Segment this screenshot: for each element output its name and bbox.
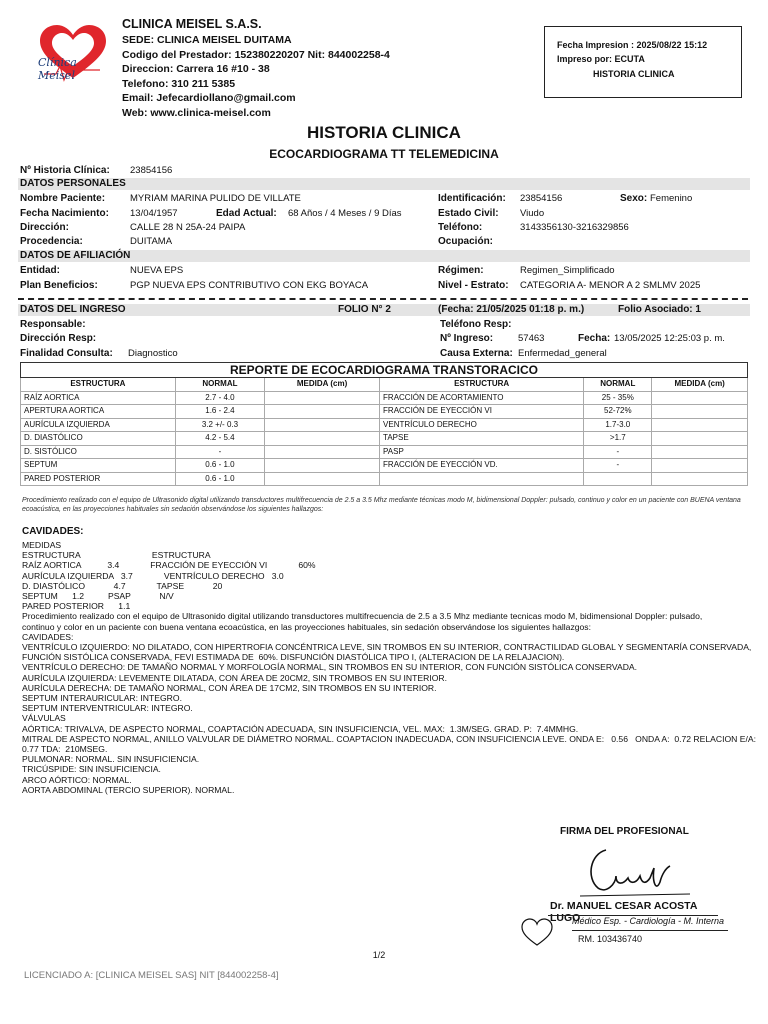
table-cell: AURÍCULA IZQUIERDA — [21, 418, 176, 432]
table-cell: VENTRÍCULO DERECHO — [380, 418, 584, 432]
table-cell — [265, 472, 380, 486]
clinic-codigo: Codigo del Prestador: 152380220207 Nit: 844002258-4 — [122, 48, 390, 61]
clinic-email: Email: Jefecardiollano@gmail.com — [122, 92, 296, 104]
fnac-value: 13/04/1957 — [130, 208, 178, 219]
print-doc-type: HISTORIA CLINICA — [593, 69, 675, 79]
finding-line: continuo y color en un paciente con buena ventana ecoacústica, en las proyecciones habituales, sin sedación observándose los siguientes hallazgos: — [22, 621, 591, 632]
regimen-value: Regimen_Simplificado — [520, 265, 615, 276]
proc-value: DUITAMA — [130, 236, 173, 247]
historia-label: Nº Historia Clínica: — [20, 165, 110, 176]
ident-value: 23854156 — [520, 193, 563, 204]
clinic-direccion: Direccion: Carrera 16 #10 - 38 — [122, 63, 270, 75]
finding-line: CAVIDADES: — [22, 631, 74, 642]
table-cell: 0.6 - 1.0 — [175, 472, 264, 486]
col-estructura-2: ESTRUCTURA — [380, 378, 584, 392]
ident-label: Identificación: — [438, 193, 506, 204]
table-cell: - — [175, 445, 264, 459]
firma-title: FIRMA DEL PROFESIONAL — [560, 826, 689, 837]
nivel-label: Nivel - Estrato: — [438, 280, 509, 291]
finding-line: VÁLVULAS — [22, 713, 66, 724]
fecha-ingreso-label: Fecha: — [578, 333, 611, 344]
finding-line: MEDIDAS — [22, 540, 62, 550]
finding-line: PARED POSTERIOR 1.1 — [22, 601, 131, 612]
table-cell: FRACCIÓN DE EYECCIÓN VI — [380, 405, 584, 419]
table-cell: TAPSE — [380, 432, 584, 446]
finding-line: MITRAL DE ASPECTO NORMAL, ANILLO VALVULAR DE DIÁMETRO NORMAL. COAPTACION INADECUADA, CON INSUFICIENCIA LEVE. ONDA E: 0.56 ONDA A: 0.72 RELACION E/A: — [22, 733, 756, 744]
tel-value: 3143356130-3216329856 — [520, 222, 629, 233]
entidad-value: NUEVA EPS — [130, 265, 184, 276]
dir-label: Dirección: — [20, 222, 69, 233]
table-cell: 1.7-3.0 — [584, 418, 652, 432]
col-estructura: ESTRUCTURA — [21, 378, 176, 392]
table-cell — [265, 405, 380, 419]
eco-table-header — [21, 378, 748, 392]
table-cell: 1.6 - 2.4 — [175, 405, 264, 419]
divider — [18, 298, 748, 300]
eco-table-title: REPORTE DE ECOCARDIOGRAMA TRANSTORACICO — [21, 363, 748, 378]
finding-line: FUNCIÓN SISTÓLICA CONSERVADA, FEVI ESTIMADA DE 60%. DISFUNCIÓN DIASTÓLICA TIPO I, (ALTERACION DE LA RELAJACION). — [22, 652, 565, 663]
table-cell: PASP — [380, 445, 584, 459]
finding-line: AURÍCULA IZQUIERDA 3.7 VENTRÍCULO DERECHO 3.0 — [22, 570, 284, 581]
table-cell: FRACCIÓN DE EYECCIÓN VD. — [380, 459, 584, 473]
table-cell — [265, 432, 380, 446]
folio-number: FOLIO N° 2 — [338, 304, 391, 315]
dir-resp-label: Dirección Resp: — [20, 333, 97, 344]
fecha-impresion: Fecha Impresion : 2025/08/22 15:12 — [557, 40, 708, 50]
table-cell: RAÍZ AORTICA — [21, 391, 176, 405]
table-cell: SEPTUM — [21, 459, 176, 473]
logo-text: Clínica Meisel — [38, 56, 77, 82]
print-info-box — [544, 26, 742, 98]
fecha-ingreso-value: 13/05/2025 12:25:03 p. m. — [614, 333, 725, 344]
table-row — [21, 391, 748, 405]
clinic-sede: SEDE: CLINICA MEISEL DUITAMA — [122, 34, 292, 46]
finding-line: SEPTUM INTERAURICULAR: INTEGRO. — [22, 693, 182, 704]
clinic-header — [122, 16, 390, 120]
ningreso-value: 57463 — [518, 333, 545, 344]
edad-label: Edad Actual: — [216, 208, 277, 219]
historia-value: 23854156 — [130, 165, 173, 176]
procedimiento-note: Procedimiento realizado con el equipo de Ultrasonido digital utilizando transductores multifrecuencia de 2.5 a 3.5 Mhz mediante técnicas modo M, bidimensional Doppler: pulsado, continuo y color en un paciente con BUENA ventana ecoacústica, en las proyecciones habituales sin sedación observándose los siguientes hallazgos: — [22, 497, 741, 513]
impreso-por: Impreso por: ECUTA — [557, 54, 645, 64]
civil-label: Estado Civil: — [438, 208, 499, 219]
table-cell — [652, 432, 748, 446]
table-row — [21, 432, 748, 446]
finding-line: AÓRTICA: TRIVALVA, DE ASPECTO NORMAL, COAPTACIÓN ADECUADA, SIN INSUFICIENCIA, VEL. MAX: 1.3M/SEG. GRAD. P: 7.4MMHG. — [22, 723, 579, 734]
table-row — [21, 418, 748, 432]
table-cell: 52-72% — [584, 405, 652, 419]
tel-label: Teléfono: — [438, 222, 483, 233]
plan-label: Plan Beneficios: — [20, 280, 98, 291]
clinic-telefono: Telefono: 310 211 5385 — [122, 77, 236, 90]
table-cell — [652, 418, 748, 432]
nombre-value: MYRIAM MARINA PULIDO DE VILLATE — [130, 193, 301, 204]
eco-report-table — [20, 362, 748, 486]
table-row — [21, 445, 748, 459]
page-title: HISTORIA CLINICA — [307, 123, 461, 142]
table-cell: 2.7 - 4.0 — [175, 391, 264, 405]
sexo-label: Sexo: — [620, 193, 648, 204]
table-cell: >1.7 — [584, 432, 652, 446]
page-number: 1/2 — [372, 950, 386, 960]
finding-line: 0.77 TDA: 210MSEG. — [22, 744, 108, 755]
table-cell — [652, 472, 748, 486]
finding-line: AORTA ABDOMINAL (TERCIO SUPERIOR). NORMAL. — [22, 784, 235, 795]
edad-value: 68 Años / 4 Meses / 9 Días — [288, 208, 402, 219]
finding-line: AURÍCULA IZQUIERDA: LEVEMENTE DILATADA, CON ÁREA DE 20CM2, SIN TROMBOS EN SU INTERIOR. — [22, 672, 447, 683]
causa-value: Enfermedad_general — [518, 348, 607, 359]
small-heart-logo-icon — [520, 918, 554, 948]
ningreso-label: Nº Ingreso: — [440, 333, 494, 344]
dir-value: CALLE 28 N 25A-24 PAIPA — [130, 222, 246, 233]
clinic-name: CLINICA MEISEL S.A.S. — [122, 17, 262, 31]
folio-asociado: Folio Asociado: 1 — [618, 304, 701, 315]
plan-value: PGP NUEVA EPS CONTRIBUTIVO CON EKG BOYACA — [130, 280, 369, 291]
sexo-value: Femenino — [650, 193, 693, 204]
finding-line: D. DIASTÓLICO 4.7 TAPSE 20 — [22, 580, 223, 591]
nivel-value: CATEGORIA A- MENOR A 2 SMLMV 2025 — [520, 280, 701, 291]
finding-line: RAÍZ AORTICA 3.4 FRACCIÓN DE EYECCIÓN VI 60% — [22, 560, 316, 571]
table-cell — [652, 459, 748, 473]
table-cell — [584, 472, 652, 486]
table-row — [21, 459, 748, 473]
table-cell — [265, 418, 380, 432]
table-cell: 3.2 +/- 0.3 — [175, 418, 264, 432]
doctor-rm: RM. 103436740 — [578, 934, 643, 944]
finalidad-label: Finalidad Consulta: — [20, 348, 113, 359]
table-cell: D. DIASTÓLICO — [21, 432, 176, 446]
section-datos-personales: DATOS PERSONALES — [18, 178, 750, 190]
finding-line: VENTRÍCULO IZQUIERDO: NO DILATADO, CON HIPERTROFIA CONCÉNTRICA LEVE, SIN TROMBOS EN SU INTERIOR, CONTRACTILIDAD GLOBAL Y SEGMENTARÍA CONSERVADA, — [22, 642, 752, 653]
table-cell: FRACCIÓN DE ACORTAMIENTO — [380, 391, 584, 405]
table-row — [21, 405, 748, 419]
table-cell: - — [584, 445, 652, 459]
table-row — [21, 472, 748, 486]
civil-value: Viudo — [520, 208, 545, 219]
finding-line: ARCO AÓRTICO: NORMAL. — [22, 774, 132, 785]
doctor-especialidad: Médico Esp. - Cardiología - M. Interna — [572, 916, 725, 926]
findings-text — [22, 540, 756, 795]
table-cell: APERTURA AORTICA — [21, 405, 176, 419]
finding-line: Procedimiento realizado con el equipo de Ultrasonido digital utilizando transductores multifrecuencia de 2.5 a 3.5 Mhz mediante tecnicas modo M, bidimensional Doppler: pulsado, — [22, 611, 703, 622]
finding-line: PULMONAR: NORMAL. SIN INSUFICIENCIA. — [22, 754, 200, 765]
signature-rule-2 — [572, 930, 728, 931]
table-cell: D. SISTÓLICO — [21, 445, 176, 459]
entidad-label: Entidad: — [20, 265, 60, 276]
finding-line: SEPTUM INTERVENTRICULAR: INTEGRO. — [22, 703, 193, 714]
finding-line: VENTRÍCULO DERECHO: DE TAMAÑO NORMAL Y MORFOLOGÍA NORMAL, SIN TROMBOS EN SU INTERIOR, CON FUNCIÓN SISTÓLICA CONSERVADA. — [22, 662, 638, 673]
section-ingreso — [18, 304, 750, 316]
table-cell — [265, 391, 380, 405]
ocup-label: Ocupación: — [438, 236, 494, 247]
clinic-web: Web: www.clinica-meisel.com — [122, 106, 271, 119]
finalidad-value: Diagnostico — [128, 348, 178, 359]
table-cell: 25 - 35% — [584, 391, 652, 405]
responsable-label: Responsable: — [20, 319, 86, 330]
table-cell: 0.6 - 1.0 — [175, 459, 264, 473]
footer-license: LICENCIADO A: [CLINICA MEISEL SAS] NIT [844002258-4] — [24, 970, 279, 981]
col-normal-2: NORMAL — [584, 378, 652, 392]
folio-fecha: (Fecha: 21/05/2025 01:18 p. m.) — [438, 304, 585, 315]
table-cell — [265, 459, 380, 473]
col-normal: NORMAL — [175, 378, 264, 392]
col-medida-2: MEDIDA (cm) — [652, 378, 748, 392]
finding-line: SEPTUM 1.2 PSAP N/V — [22, 591, 174, 602]
table-cell: 4.2 - 5.4 — [175, 432, 264, 446]
signature-icon — [520, 838, 730, 902]
section-afiliacion: DATOS DE AFILIACIÓN — [18, 250, 750, 262]
table-cell — [265, 445, 380, 459]
finding-line: TRICÚSPIDE: SIN INSUFICIENCIA. — [22, 764, 161, 775]
finding-line: ESTRUCTURA ESTRUCTURA — [22, 550, 211, 561]
fnac-label: Fecha Nacimiento: — [20, 208, 109, 219]
col-medida: MEDIDA (cm) — [265, 378, 380, 392]
table-cell: - — [584, 459, 652, 473]
table-cell — [652, 445, 748, 459]
cavidades-title: CAVIDADES: — [22, 526, 84, 537]
page-subtitle: ECOCARDIOGRAMA TT TELEMEDICINA — [269, 147, 499, 161]
nombre-label: Nombre Paciente: — [20, 193, 106, 204]
table-cell — [380, 472, 584, 486]
clinic-logo — [30, 22, 116, 84]
table-cell — [652, 391, 748, 405]
signature-block — [520, 838, 730, 958]
table-cell: PARED POSTERIOR — [21, 472, 176, 486]
table-cell — [652, 405, 748, 419]
regimen-label: Régimen: — [438, 265, 484, 276]
ingreso-section-label: DATOS DEL INGRESO — [20, 304, 126, 315]
doctor-name: Dr. MANUEL CESAR ACOSTA LUGO — [550, 900, 698, 924]
causa-label: Causa Externa: — [440, 348, 513, 359]
proc-label: Procedencia: — [20, 236, 83, 247]
tel-resp-label: Teléfono Resp: — [440, 319, 512, 330]
finding-line: AURÍCULA DERECHA: DE TAMAÑO NORMAL, CON ÁREA DE 17CM2, SIN TROMBOS EN SU INTERIOR. — [22, 682, 437, 693]
